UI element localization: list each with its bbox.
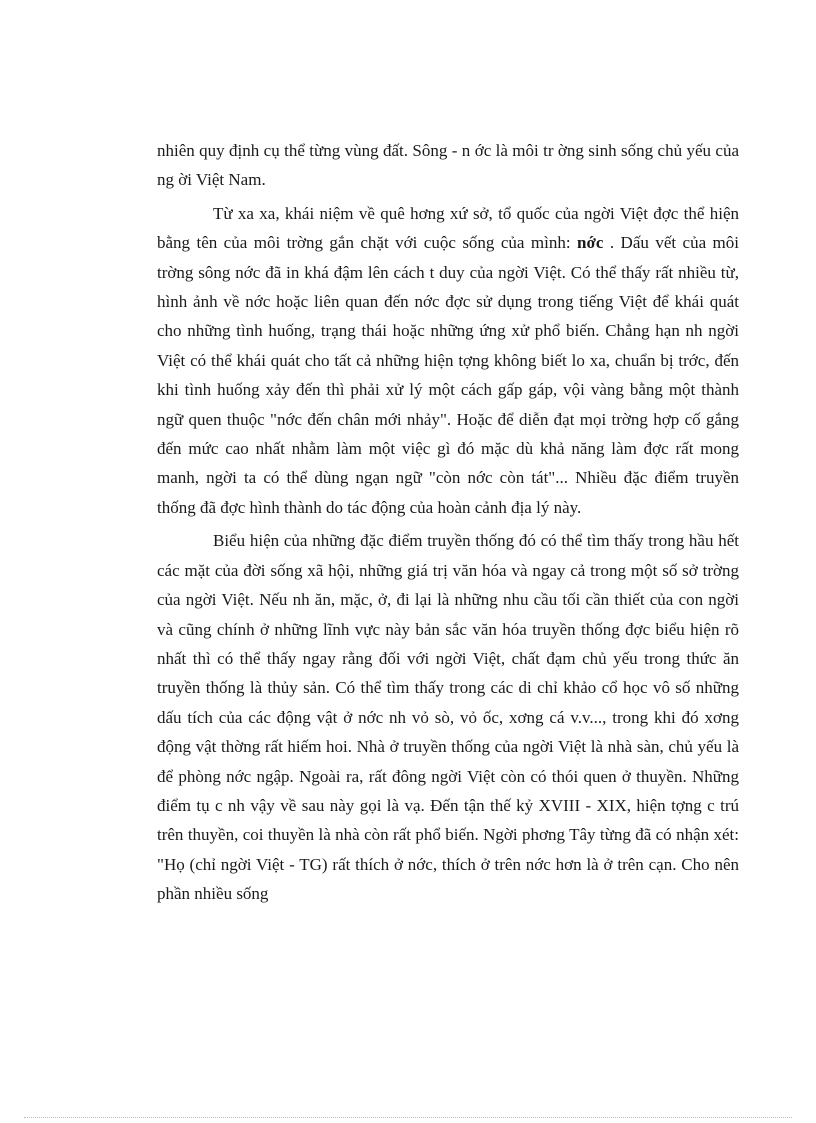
paragraph-2-part-1: Từ xa xa, khái niệm về quê hơng xứ sở, tổ quốc của ngời Việt đợc thể hiện bằng tên của môi trờng gắn chặt với cuộc sống của mình: [157,203,739,253]
page-bottom-divider [24,1117,792,1118]
paragraph-3: Biểu hiện của những đặc điểm truyền thống đó có thể tìm thấy trong hầu hết các mặt của đời sống xã hội, những giá trị văn hóa và ngay cả trong một số sở trờng của ngời Việt. Nếu nh ăn, mặc, ở, đi lại là những nhu cầu tối cần thiết của con ngời và cũng chính ở những lĩnh vực này bản sắc văn hóa truyền thống đợc biểu hiện rõ nhất thì có thể thấy ngay rằng đối với ngời Việt, chất đạm chủ yếu trong thức ăn truyền thống là thủy sản. Có thể tìm thấy trong các di chỉ khảo cổ học vô số những dấu tích của các động vật ở nớc nh vỏ sò, vỏ ốc, xơng cá v.v..., trong khi đó xơng động vật thờng rất hiếm hoi. Nhà ở truyền thống của ngời Việt là nhà sàn, chủ yếu là để phòng nớc ngập. Ngoài ra, rất đông ngời Việt còn có thói quen ở thuyền. Những điểm tụ c nh vậy về sau này gọi là vạ. Đến tận thế kỷ XVIII - XIX, hiện tợng c trú trên thuyền, coi thuyền là nhà còn rất phổ biến. Ngời phơng Tây từng đã có nhận xét: "Họ (chỉ ngời Việt - TG) rất thích ở nớc, thích ở trên nớc hơn là ở trên cạn. Cho nên phần nhiều sống [157,531,739,904]
paragraph-2 [157,199,739,522]
emphasized-word: nớc [577,233,604,253]
paragraph-1: nhiên quy định cụ thể từng vùng đất. Sông - n ớc là môi tr ờng sinh sống chủ yếu của ng ời Việt Nam. [157,141,739,190]
paragraph-2-part-2: . Dấu vết của môi trờng sông nớc đã in khá đậm lên cách t duy của ngời Việt. Có thể thấy rất nhiều từ, hình ảnh về nớc hoặc liên quan đến nớc đợc sử dụng trong tiếng Việt để khái quát cho những tình huống, trạng thái hoặc những ứng xử phổ biến. Chẳng hạn nh ngời Việt có thể khái quát cho tất cả những hiện tợng không biết lo xa, chuẩn bị trớc, đến khi tình huống xảy đến thì phải xử lý một cách gấp gáp, vội vàng bằng một thành ngữ quen thuộc "nớc đến chân mới nhảy". Hoặc để diễn đạt mọi trờng hợp cố gắng đến mức cao nhất nhằm làm một việc gì đó mặc dù khả năng làm đợc rất mong manh, ngời ta có thể dùng ngạn ngữ "còn nớc còn tát"... Nhiều đặc điểm truyền thống đã đợc hình thành do tác động của hoàn cảnh địa lý này. [157,233,739,517]
body-text [157,136,739,913]
